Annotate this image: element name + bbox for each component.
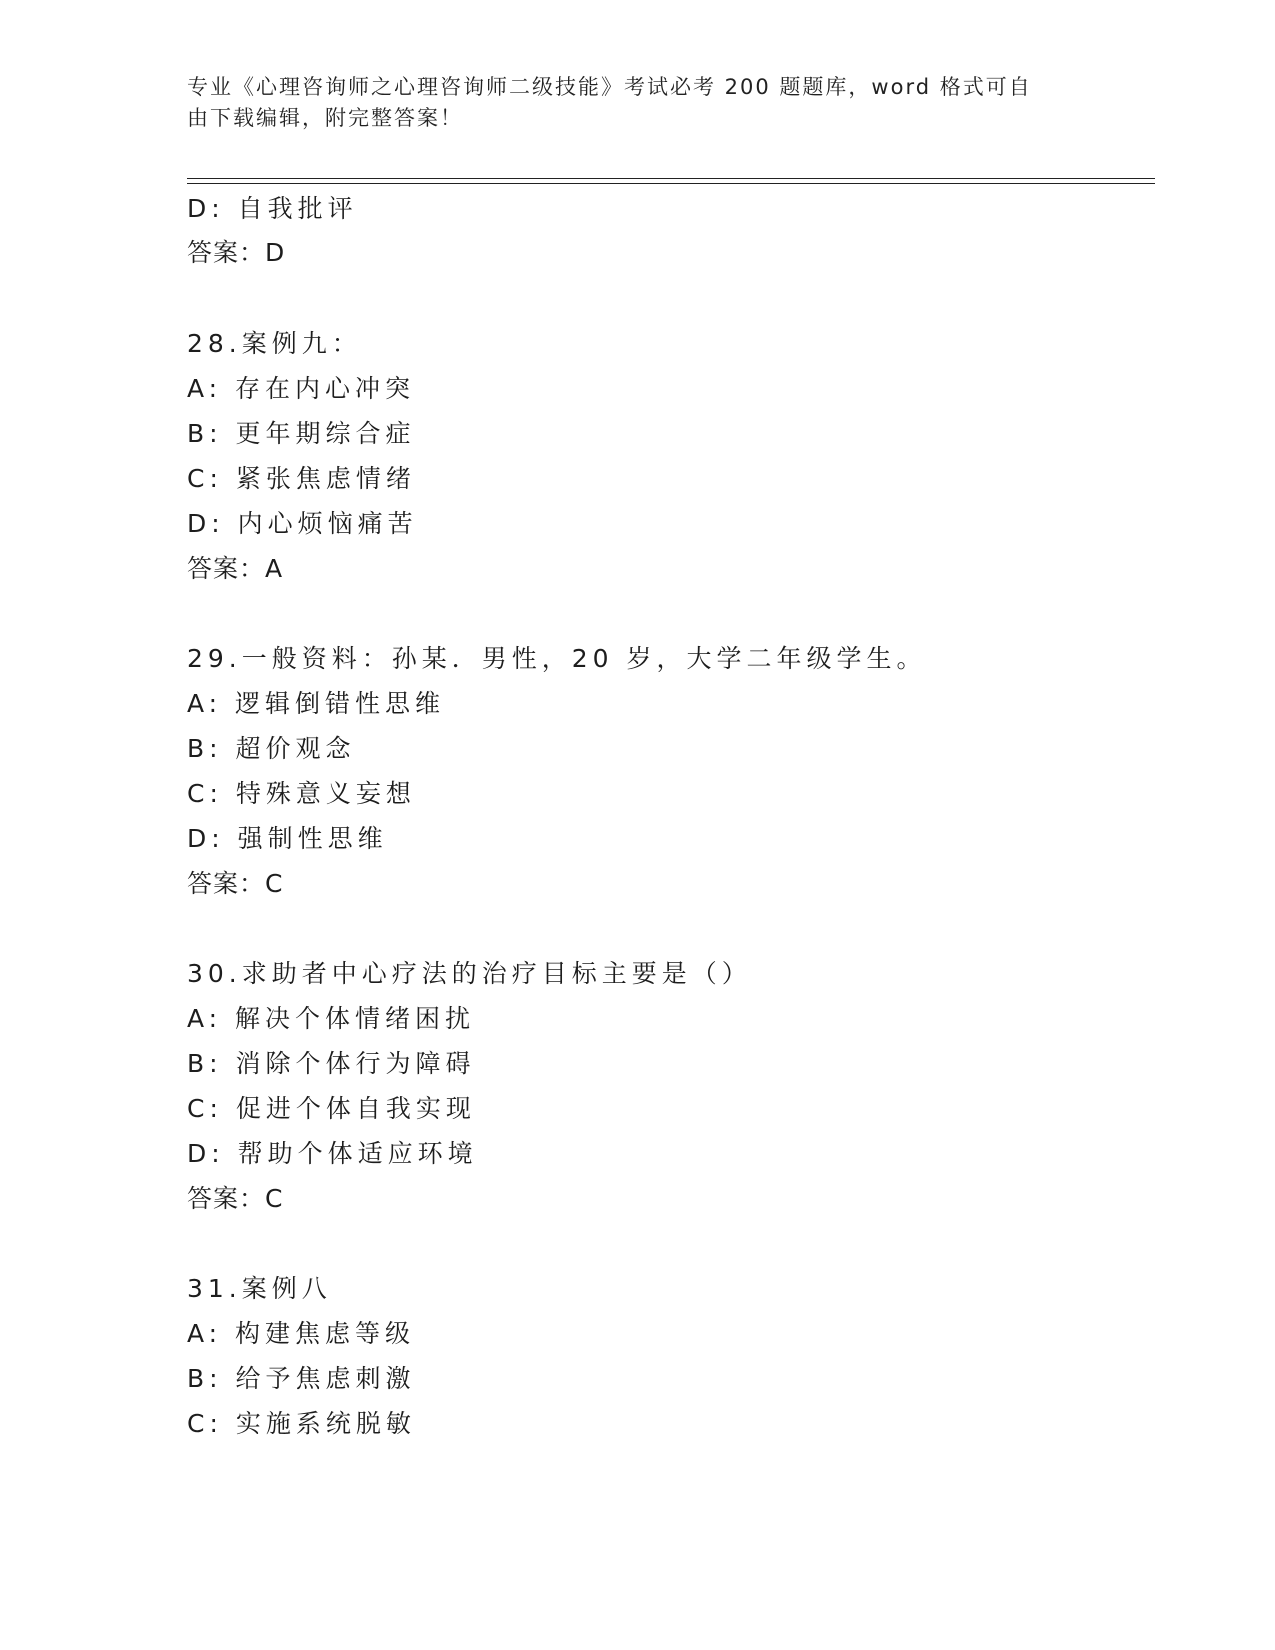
q29-title: 29.一般资料：孙某．男性，20 岁，大学二年级学生。: [187, 644, 927, 673]
q27-answer: 答案：D: [187, 238, 286, 267]
q30-option-d: D: 帮助个体适应环境: [187, 1139, 478, 1168]
q28-title: 28.案例九：: [187, 329, 362, 358]
q30-option-a: A: 解决个体情绪困扰: [187, 1004, 476, 1033]
q28-option-c: C: 紧张焦虑情绪: [187, 464, 416, 493]
q28-option-d: D: 内心烦恼痛苦: [187, 509, 418, 538]
q30-title: 30.求助者中心疗法的治疗目标主要是（）: [187, 959, 752, 988]
document-header: [187, 72, 1067, 134]
q29-answer: 答案：C: [187, 869, 284, 898]
q30-option-b: B: 消除个体行为障碍: [187, 1049, 476, 1078]
q28-answer: 答案：A: [187, 554, 284, 583]
q28-option-a: A: 存在内心冲突: [187, 374, 416, 403]
q29-option-c: C: 特殊意义妄想: [187, 779, 416, 808]
q30-answer: 答案：C: [187, 1184, 284, 1213]
q27-option-d: D: 自我批评: [187, 194, 358, 223]
q29-option-a: A: 逻辑倒错性思维: [187, 689, 446, 718]
header-rule-top: [187, 178, 1155, 179]
q29-option-d: D: 强制性思维: [187, 824, 388, 853]
q29-option-b: B: 超价观念: [187, 734, 356, 763]
q31-option-a: A: 构建焦虑等级: [187, 1319, 416, 1348]
header-rule-bottom: [187, 183, 1155, 184]
header-line-2: 由下载编辑，附完整答案！: [187, 106, 463, 130]
q30-option-c: C: 促进个体自我实现: [187, 1094, 476, 1123]
q31-option-c: C: 实施系统脱敏: [187, 1409, 416, 1438]
q31-option-b: B: 给予焦虑刺激: [187, 1364, 416, 1393]
header-line-1: 专业《心理咨询师之心理咨询师二级技能》考试必考 200 题题库，word 格式可自: [187, 75, 1032, 99]
q28-option-b: B: 更年期综合症: [187, 419, 416, 448]
q31-title: 31.案例八: [187, 1274, 332, 1303]
